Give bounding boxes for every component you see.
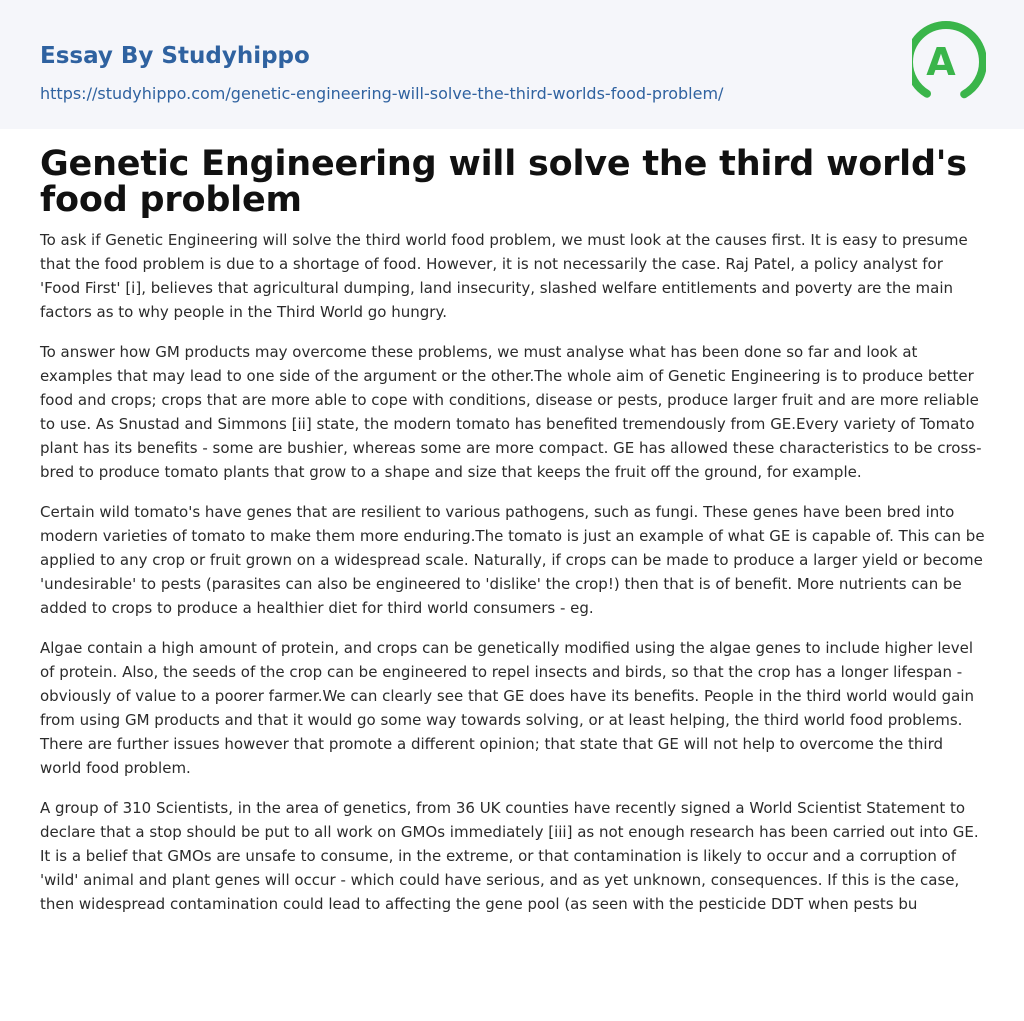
- article-paragraph: Certain wild tomato's have genes that are resilient to various pathogens, such as fungi. These genes have been bred into modern varieties of tomato to make them more enduring.The tomato is just an example of what GE is capable of. This can be applied to any crop or fruit grown on a widespread scale. Naturally, if crops can be made to produce a larger yield or become 'undesirable' to pests (parasites can also be engineered to 'dislike' the crop!) then that is of benefit. More nutrients can be added to crops to produce a healthier diet for third world consumers - eg.: [40, 503, 985, 617]
- page-header: [0, 0, 1024, 129]
- article-content: [40, 146, 986, 932]
- site-brand[interactable]: Essay By Studyhippo: [40, 43, 310, 69]
- logo-letter: A: [926, 40, 956, 84]
- article-paragraph: A group of 310 Scientists, in the area of genetics, from 36 UK counties have recently signed a World Scientist Statement to declare that a stop should be put to all work on GMOs immediately [iii] as not enough research has been carried out into GE. It is a belief that GMOs are unsafe to consume, in the extreme, or that contamination is likely to occur and a corruption of 'wild' animal and plant genes will occur - which could have serious, and as yet unknown, consequences. If this is the case, then widespread contamination could lead to affecting the gene pool (as seen with the pesticide DDT when pests bu: [40, 799, 979, 913]
- article-paragraph: Algae contain a high amount of protein, and crops can be genetically modified using the algae genes to include higher level of protein. Also, the seeds of the crop can be engineered to repel insects and birds, so that the crop has a longer lifespan - obviously of value to a poorer farmer.We can clearly see that GE does have its benefits. People in the third world would gain from using GM products and that it would go some way towards solving, or at least helping, the third world food problems. There are further issues however that promote a different opinion; that state that GE will not help to overcome the third world food problem.: [40, 639, 974, 777]
- source-url-link[interactable]: https://studyhippo.com/genetic-engineering-will-solve-the-third-worlds-food-problem/: [40, 84, 724, 103]
- article-paragraph: To ask if Genetic Engineering will solve the third world food problem, we must look at the causes first. It is easy to presume that the food problem is due to a shortage of food. However, it is not necessarily the case. Raj Patel, a policy analyst for 'Food First' [i], believes that agricultural dumping, land insecurity, slashed welfare entitlements and poverty are the main factors as to why people in the Third World go hungry.: [40, 231, 968, 321]
- article-title: Genetic Engineering will solve the third world's food problem: [40, 144, 967, 220]
- studyhippo-logo-icon[interactable]: [912, 19, 986, 105]
- article-paragraph: To answer how GM products may overcome these problems, we must analyse what has been done so far and look at examples that may lead to one side of the argument or the other.The whole aim of Genetic Engineering is to produce better food and crops; crops that are more able to cope with conditions, disease or pests, produce larger fruit and are more reliable to use. As Snustad and Simmons [ii] state, the modern tomato has benefited tremendously from GE.Every variety of Tomato plant has its benefits - some are bushier, whereas some are more compact. GE has allowed these characteristics to be cross-bred to produce tomato plants that grow to a shape and size that keeps the fruit off the ground, for example.: [40, 343, 982, 481]
